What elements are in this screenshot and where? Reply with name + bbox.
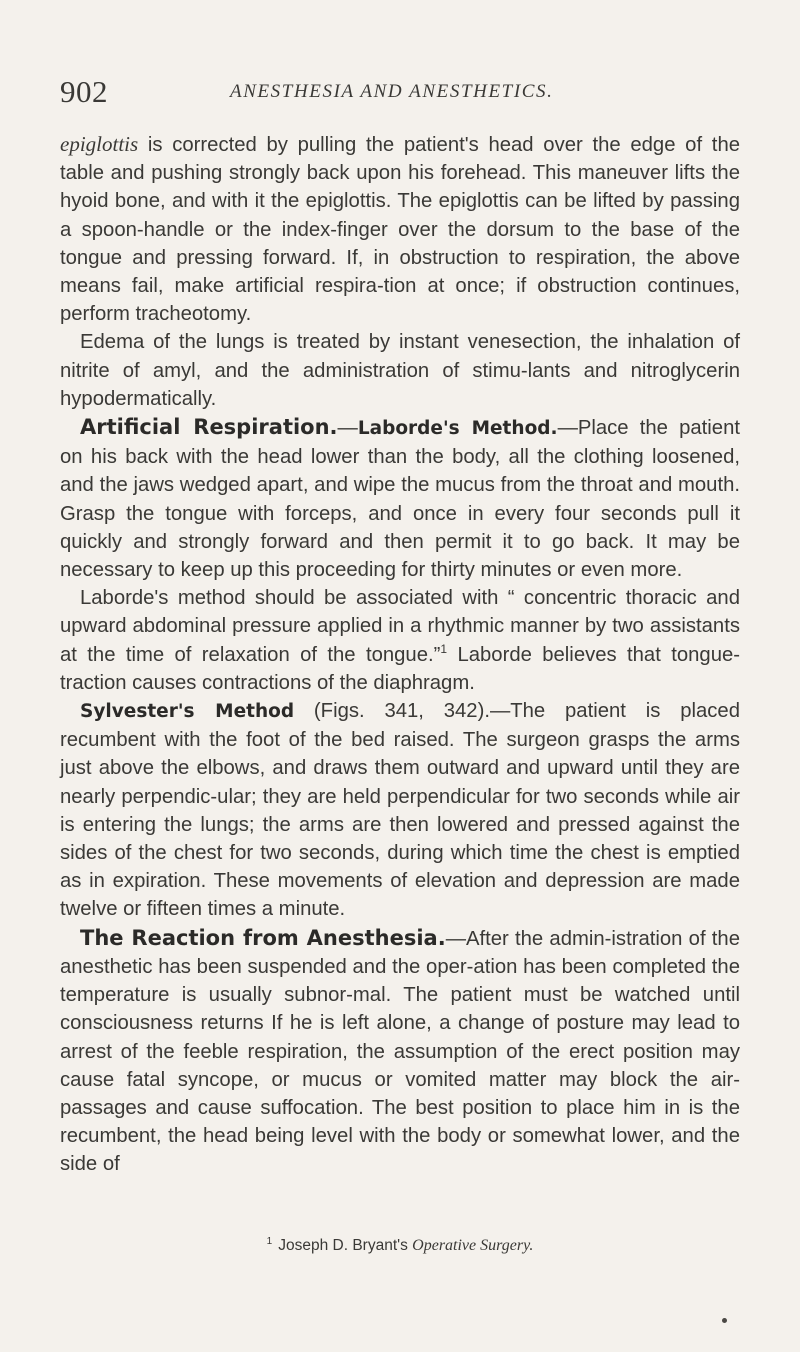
page-number: 902 — [60, 74, 108, 109]
section-heading-reaction: The Reaction from Anesthesia. — [80, 925, 446, 950]
paragraph-artificial-respiration — [60, 413, 740, 584]
paragraph-edema — [60, 328, 740, 413]
paragraph-laborde-association — [60, 584, 740, 697]
running-title: ANESTHESIA AND ANESTHETICS. — [230, 81, 554, 102]
italic-term: epiglottis — [60, 132, 139, 156]
section-heading-artificial-respiration: Artificial Respiration. — [80, 415, 338, 440]
paragraph-text: is corrected by pulling the patient's head over the edge of the table and pushing strongly back upon his forehead. This maneuver lifts the hyoid bone, and with it the epiglottis. The epiglottis can be lifted by passing a spoon-handle or the index-finger over the dorsum to the base of the tongue and pressing forward. If, in obstruction to respiration, the above means fail, make artificial respira-tion at once; if obstruction continues, perform tracheotomy. — [60, 134, 740, 326]
paragraph-epiglottis — [60, 130, 740, 328]
footnote-reference: 1 — [440, 641, 448, 656]
footnote-title: Operative Surgery. — [412, 1237, 534, 1255]
footnote — [60, 1236, 740, 1255]
paragraph-text: Edema of the lungs is treated by instant venesection, the inhalation of nitrite of amyl, and the administration of stimu-lants and nitroglycerin hypodermatically. — [60, 331, 740, 410]
heading-dash: — — [337, 417, 358, 440]
paragraph-text: —After the admin-istration of the anesthetic has been suspended and the oper-ation has been completed the temperature is usually subnor-mal. The patient must be watched until consciousness returns If he is left alone, a change of posture may lead to arrest of the feeble respiration, the assumption of the erect position may cause fatal syncope, or mucus or vomited matter may block the air-passages and cause suffocation. The best position to place him in is the recumbent, the head being level with the body or somewhat lower, and the side of — [60, 927, 740, 1176]
paragraph-reaction-from-anesthesia — [60, 924, 740, 1179]
footnote-author: Joseph D. Bryant's — [278, 1237, 408, 1255]
running-head — [0, 74, 800, 110]
footnote-mark: 1 — [266, 1236, 273, 1247]
page-body — [60, 130, 740, 1179]
paper-speck — [722, 1318, 727, 1323]
subheading-labordes-method: Laborde's Method. — [357, 418, 558, 440]
paragraph-text: Laborde believes that tongue-traction causes contractions of the diaphragm. — [60, 643, 741, 694]
paragraph-text: (Figs. 341, 342).—The patient is placed recumbent with the foot of the bed raised. The surgeon grasps the arms just above the elbows, and draws them outward and upward until they are nearly perpendic-ular; they are held perpendicular for two seconds while air is entering the lungs; the arms are then lowered and pressed against the sides of the chest for two seconds, during which time the chest is emptied as in expiration. These movements of elevation and depression are made twelve or fifteen times a minute. — [60, 700, 740, 921]
paragraph-text: —Place the patient on his back with the head lower than the body, all the clothing loosened, and the jaws wedged apart, and wipe the mucus from the throat and mouth. Grasp the tongue with forceps, and once in every four seconds pull it quickly and strongly forward and then permit it to go back. It may be necessary to keep up this proceeding for thirty minutes or even more. — [60, 417, 740, 582]
paragraph-text: Laborde's method should be associated with “ concentric thoracic and upward abdominal pressure applied in a rhythmic manner by two assistants at the time of relaxation of the tongue.” — [60, 587, 740, 666]
subheading-sylvesters-method: Sylvester's Method — [80, 701, 295, 723]
paragraph-sylvesters-method — [60, 697, 740, 924]
